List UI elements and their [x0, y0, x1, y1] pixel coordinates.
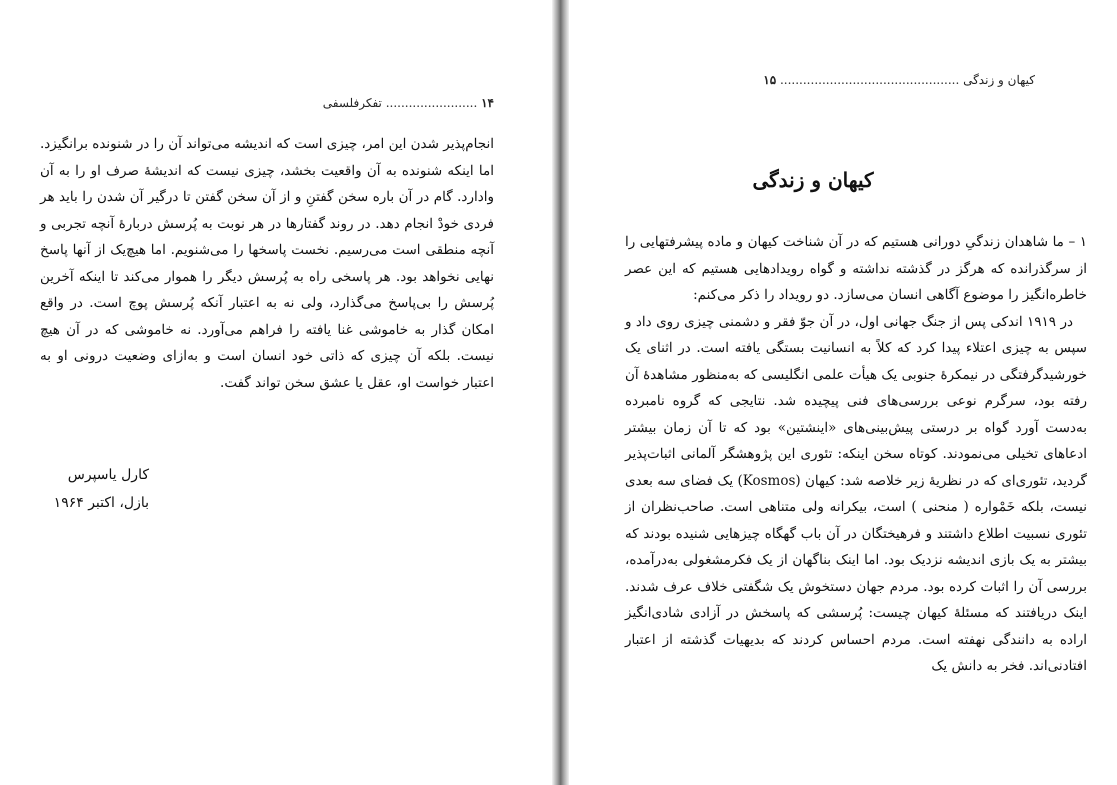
leader-dots: ............................................... — [779, 73, 960, 87]
running-title: تفکرفلسفی — [322, 96, 382, 110]
paragraph: ۱ – ما شاهدان زندگیِ دورانی هستیم که در آن شناخت کیهان و ماده پیشرفتهایی را از سرگذرانده که هرگز در گذشته نداشته و گواه رویدادهایی هستیم که این عصر خاطره‌انگیز را موضوع آگاهی انسان می‌سازد. دو رویداد را ذکر می‌کنم: — [625, 234, 1087, 303]
signature-name: کارل یاسپرس — [67, 467, 149, 483]
signature-place-date: بازل، اکتبر ۱۹۶۴ — [53, 495, 149, 511]
running-head-left — [323, 96, 494, 110]
body-text-right — [625, 229, 1087, 680]
page-number: ۱۵ — [763, 73, 777, 87]
signature-block — [19, 461, 149, 517]
running-title: کیهان و زندگی — [963, 73, 1035, 87]
paragraph: انجام‌پذیر شدن این امر، چیزی است که اندیشه می‌تواند آن را در شنونده برانگیزد. اما اینکه شنونده به آن واقعیت بخشد، چیزی نیست که اندیشهٔ صرف او را به آن وادارد. گام در آن باره سخن گفتنِ و از آن سخن گفتن تا درگیر آن شدن را باید هر فردی خودْ انجام دهد. در روند گفتارها در هر نوبت به پُرسش دربارهٔ آنچه تجربی و آنچه منطقی است می‌رسیم. نخست پاسخها را می‌شنویم. اما هیچ‌یک از آنها پاسخ نهایی نخواهد بود. هر پاسخی راه به پُرسش دیگر را هموار می‌کند تا اینکه آخرین پُرسش را بی‌پاسخ می‌گذارد، ولی نه به اعتبار آنکه پُرسش پوچ است. در واقع امکان گذار به خاموشی غنا یافته را فراهم می‌آورد. نه خاموشی که در آن هیچ نیست. بلکه آن چیزی که ذاتی خود انسان است و به‌ازای وضعیت درونی او به اعتبار خواست او، عقل یا عشق سخن تواند گفت. — [39, 136, 494, 391]
body-text-left — [40, 131, 494, 396]
right-page — [569, 0, 1117, 785]
paragraph: در ۱۹۱۹ اندکی پس از جنگ جهانی اول، در آن جوّ فقر و دشمنی چیزی روی داد و سپس به چیزی اعتلاء پیدا کرد که کلاً به انسانیت بستگی یافته است. در اثنای یک خورشیدگرفتگی در نیمکرهٔ جنوبی یک هیأت علمی انگلیسی که به‌منظور مشاهدهٔ آن رفته بود، سرگرم نوعی بررسی‌های فنی پیچیده شد. نتایجی که گروه نامبرده به‌دست آورد گواه بر درستی پیش‌بینی‌های «اینشتین» بود که تا آن زمان بیشتر ادعاهای تخیلی می‌نمودند. کوتاه سخن اینکه: تئوری این پژوهشگر آلمانی اثبات‌پذیر گردید، تئوری‌ای که در نظریهٔ زیر خلاصه شد: کیهان (Kosmos) یک فضای سه بعدی نیست، بلکه خَمْواره ( منحنی ) است، بیکرانه ولی متناهی است. صاحب‌نظران از تئوری نسبیت اطلاع داشتند و فرهیختگان در آن باب گهگاه چیزهایی شنیده بودند که بیشتر به یک بازی اندیشه نزدیک بود. اما اینک بناگهان از یک فکرمشغولی به‌درآمده، بررسی آن را اثبات کرده بود. مردم جهان دستخوش یک شگفتی خلاف عرف شدند. اینک دریافتند که مسئلهٔ کیهان چیست: پُرسشی که پاسخش در آزادی شادی‌انگیز اراده به دانندگی نهفته است. مردم احساس کردند که بدیهیات گذشته از اعتبار افتادنی‌اند. فخر به دانش یک — [625, 313, 1087, 674]
book-gutter — [552, 0, 569, 785]
running-head-right — [763, 73, 1035, 87]
page-number: ۱۴ — [481, 96, 494, 110]
chapter-title: کیهان و زندگی — [752, 168, 874, 192]
left-page — [0, 0, 552, 785]
leader-dots: ........................ — [385, 96, 478, 110]
